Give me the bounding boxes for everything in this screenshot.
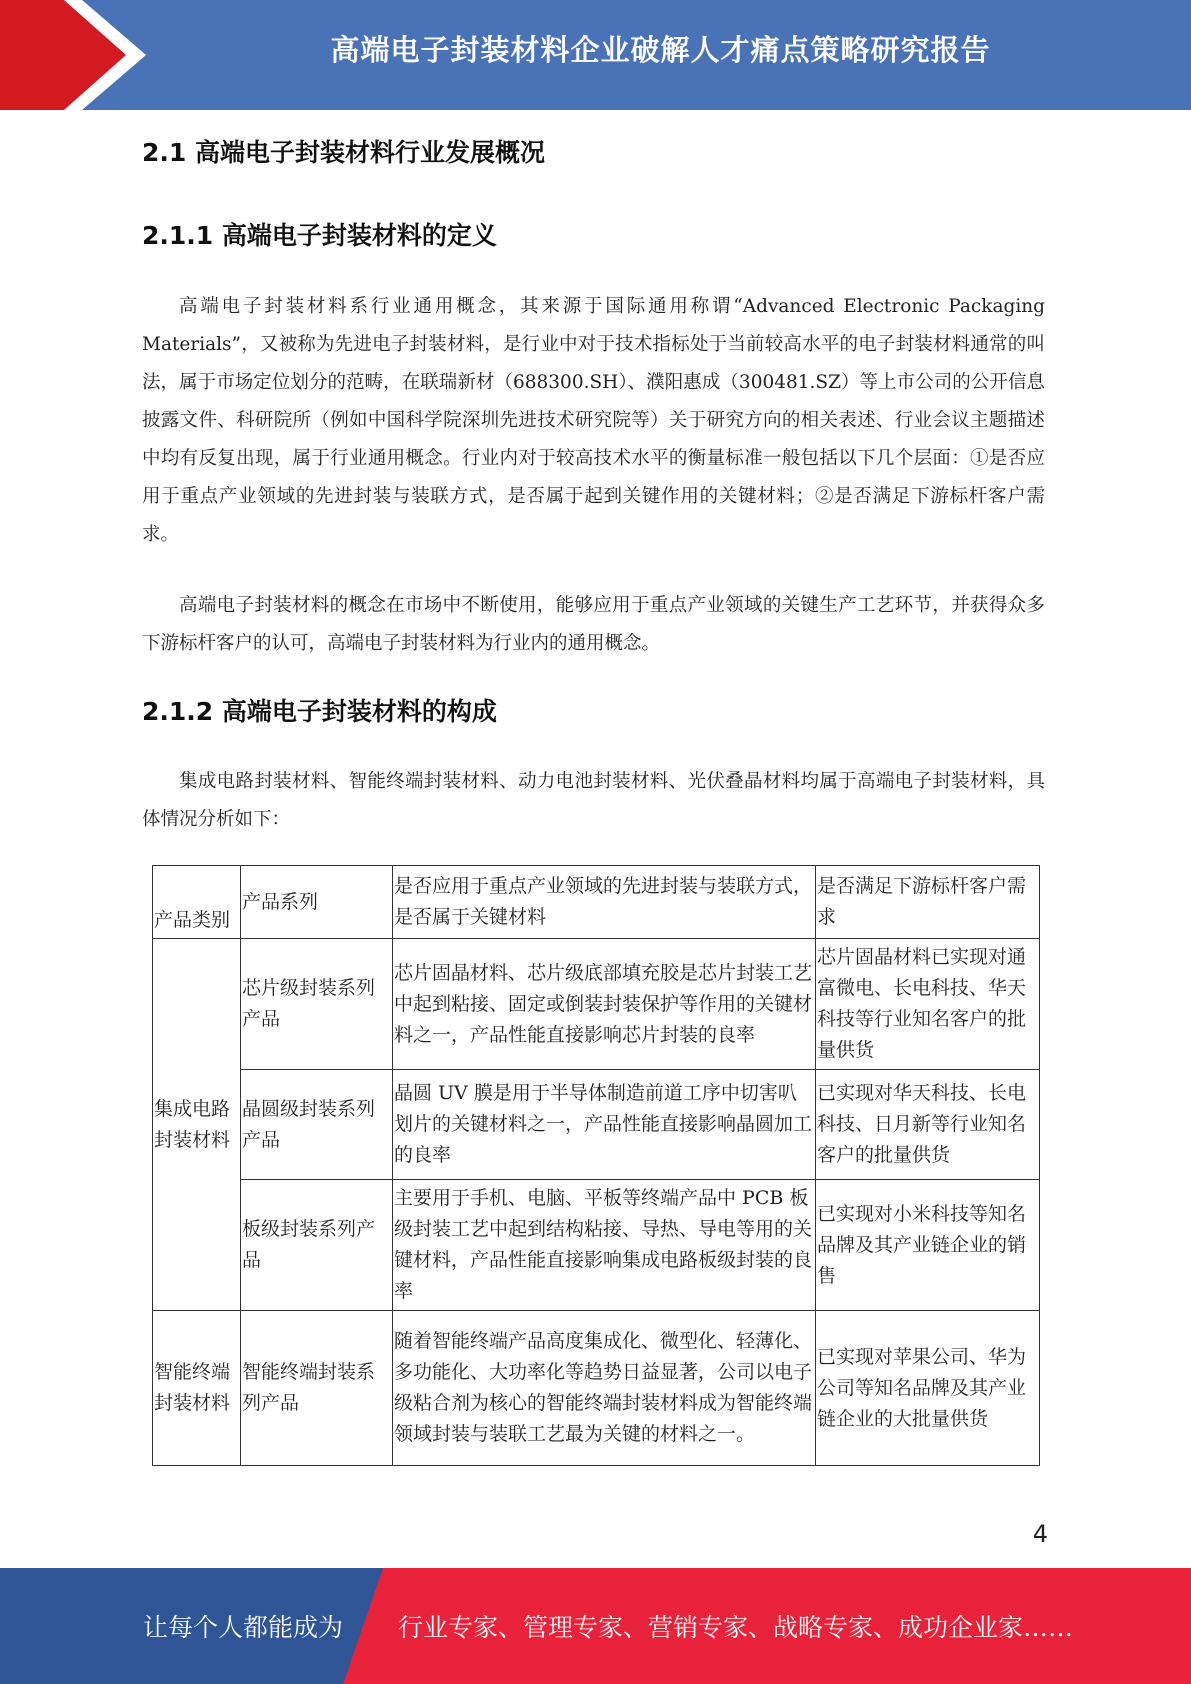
key-material-cell: 随着智能终端产品高度集成化、微型化、轻薄化、多功能化、大功率化等趋势日益显著，公司以电子级粘合剂为核心的智能终端封装材料成为智能终端领域封装与装联工艺最为关键的材料之一。 xyxy=(393,1311,816,1466)
footer-slogan-roles: 行业专家、管理专家、营销专家、战略专家、成功企业家…… xyxy=(398,1613,1074,1642)
definition-paragraph: 高端电子封装材料系行业通用概念，其来源于国际通用称谓“Advanced Electronic Packaging Materials”，又被称为先进电子封装材料，是行业中对于技术指标处于当前较高水平的电子封装材料通常的叫法，属于市场定位划分的范畴，在联瑞新材（688300.SH）、濮阳惠成（300481.SZ）等上市公司的公开信息披露文件、科研院所（例如中国科学院深圳先进技术研究院等）关于研究方向的相关表述、行业会议主题描述中均有反复出现，属于行业通用概念。行业内对于较高技术水平的衡量标准一般包括以下几个层面：①是否应用于重点产业领域的先进封装与装联方式，是否属于起到关键作用的关键材料；②是否满足下游标杆客户需求。 xyxy=(142,296,1045,545)
materials-table xyxy=(152,865,1040,1466)
key-material-cell: 晶圆 UV 膜是用于半导体制造前道工序中切害叭划片的关键材料之一，产品性能直接影响晶圆加工的良率 xyxy=(393,1070,816,1180)
section-heading-2-1: 2.1 高端电子封装材料行业发展概况 xyxy=(142,138,545,167)
page-footer xyxy=(0,1568,1191,1684)
report-title: 高端电子封装材料企业破解人才痛点策略研究报告 xyxy=(330,33,991,67)
table-row xyxy=(153,1180,1040,1311)
page-number: 4 xyxy=(1032,1520,1048,1548)
table-header-row xyxy=(153,866,1040,939)
customer-demand-cell: 芯片固晶材料已实现对通富微电、长电科技、华天科技等行业知名客户的批量供货 xyxy=(816,939,1040,1070)
header-cell-series: 产品系列 xyxy=(241,866,393,939)
customer-demand-cell: 已实现对小米科技等知名品牌及其产业链企业的销售 xyxy=(816,1180,1040,1311)
table-row xyxy=(153,1070,1040,1180)
concept-paragraph: 高端电子封装材料的概念在市场中不断使用，能够应用于重点产业领域的关键生产工艺环节，并获得众多下游标杆客户的认可，高端电子封装材料为行业内的通用概念。 xyxy=(142,595,1045,654)
footer-slogan-prefix: 让每个人都能成为 xyxy=(143,1613,344,1642)
header-cell-key-material: 是否应用于重点产业领域的先进封装与装联方式，是否属于关键材料 xyxy=(393,866,816,939)
customer-demand-cell: 已实现对苹果公司、华为公司等知名品牌及其产业链企业的大批量供货 xyxy=(816,1311,1040,1466)
category-cell: 集成电路封装材料 xyxy=(153,939,241,1311)
key-material-cell: 芯片固晶材料、芯片级底部填充胶是芯片封装工艺中起到粘接、固定或倒装封装保护等作用的关键材料之一，产品性能直接影响芯片封装的良率 xyxy=(393,939,816,1070)
page-header xyxy=(0,0,1191,110)
header-arrow-decoration xyxy=(0,0,160,110)
table-row xyxy=(153,939,1040,1070)
series-cell: 板级封装系列产品 xyxy=(241,1180,393,1311)
key-material-cell: 主要用于手机、电脑、平板等终端产品中 PCB 板级封装工艺中起到结构粘接、导热、导电等用的关键材料，产品性能直接影响集成电路板级封装的良率 xyxy=(393,1180,816,1311)
series-cell: 芯片级封装系列产品 xyxy=(241,939,393,1070)
composition-paragraph: 集成电路封装材料、智能终端封装材料、动力电池封装材料、光伏叠晶材料均属于高端电子封装材料，具体情况分析如下： xyxy=(142,771,1045,830)
customer-demand-cell: 已实现对华天科技、长电科技、日月新等行业知名客户的批量供货 xyxy=(816,1070,1040,1180)
section-heading-2-1-2: 2.1.2 高端电子封装材料的构成 xyxy=(142,697,497,726)
category-cell: 智能终端封装材料 xyxy=(153,1311,241,1466)
header-cell-category: 产品类别 xyxy=(153,866,241,939)
table-row xyxy=(153,1311,1040,1466)
series-cell: 晶圆级封装系列产品 xyxy=(241,1070,393,1180)
section-heading-2-1-1: 2.1.1 高端电子封装材料的定义 xyxy=(142,221,497,250)
header-cell-customer-demand: 是否满足下游标杆客户需求 xyxy=(816,866,1040,939)
series-cell: 智能终端封装系列产品 xyxy=(241,1311,393,1466)
